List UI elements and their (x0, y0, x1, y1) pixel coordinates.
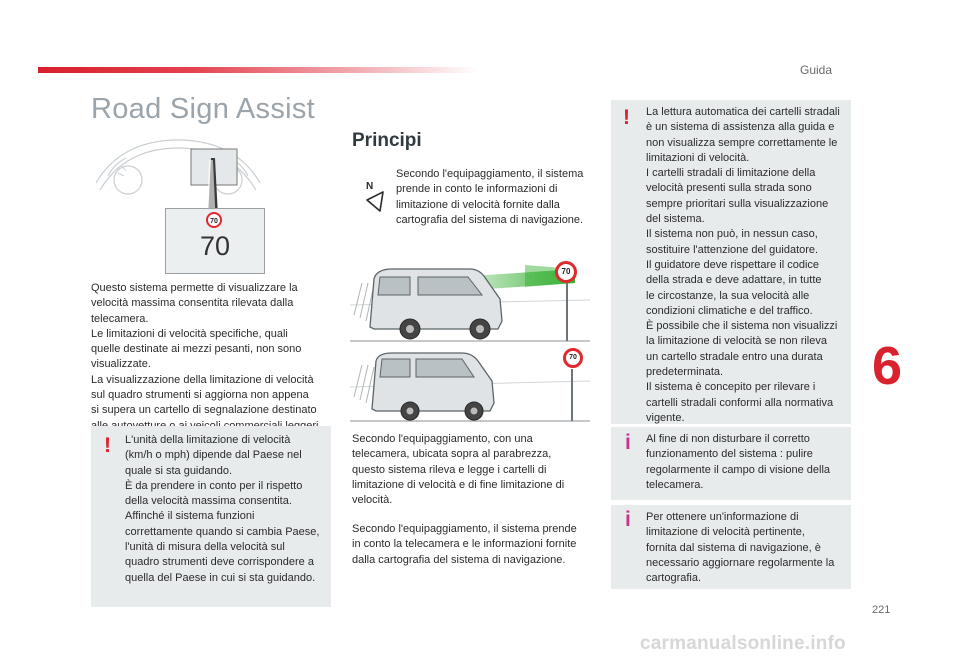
intro-paragraph: Questo sistema permette di visualizzare la velocità massima consentita rilevata dalla telecamera. Le limitazioni di velocità specifiche, quali quelle destinate ai mezzi pesanti, non sono visualizzate. La visualizzazione della limitazione di velocità sul quadro strumenti si aggiorna non appena si supera un cartello di segnalazione destinato (91, 282, 317, 417)
reading-warning-box (611, 100, 851, 424)
warning-icon: ! (104, 434, 111, 457)
speed-limit-value: 70 (199, 231, 231, 261)
cleaning-info-box (611, 427, 851, 500)
cleaning-info-text: Al fine di non disturbare il corretto funzionamento del sistema : pulire regolarmente il campo di visione della telecamera. (646, 433, 831, 491)
svg-text:N: N (366, 181, 374, 192)
reading-warning-text: La lettura automatica dei cartelli stradali è un sistema di assistenza alla guida e non visualizza sempre correttamente le limitazioni di velocità. I cartelli stradali di limitazione della velocità presenti sulla strada sono sempre prioritari sulla visualizzazione del sistema. Il sistema non può, in nessun caso, sostituire l'attenzione del guidatore. Il guidatore deve rispettare il codice della strada e deve adattare, in tutte le circostanze, la sua velocità alle condizioni climatiche e del traffico. È possibile che il sistema non visualizzi la limitazione di velocità se non rileva un cartello stradale entro una durata predeterminata. Il sistema è concepito per rilevare i cartelli stradali conformi alla normativa vigente. (646, 106, 840, 424)
section-label: Guida (800, 63, 833, 77)
camera-navigation-paragraph: Secondo l'equipaggiamento, il sistema prende in conto la telecamera e le informazioni fornite dalla cartografia del sistema di navigazione. (352, 523, 577, 566)
navigation-icon (364, 178, 386, 212)
unit-warning-text: L'unità della limitazione di velocità (km/h o mph) dipende dal Paese nel quale si sta guidando. È da prendere in conto per il rispetto della velocità massima consentita. Affinché il sistema funzioni correttamente quando si cambia Paese, l'unità di misura della velocità sul quadro strumenti deve corrispondere a quella del Paese in cui si sta guidando. (125, 434, 320, 584)
chapter-number: 6 (872, 336, 903, 396)
navigation-info-box (611, 505, 851, 589)
info-icon: i (625, 508, 631, 531)
page-title: Road Sign Assist (91, 93, 316, 125)
van-illustration-2 (350, 345, 590, 425)
navigation-paragraph: Secondo l'equipaggiamento, il sistema prende in conto le informazioni di limitazione di velocità fornite dalla cartografia del sistema di navigazione. (396, 168, 584, 226)
van-beam-illustration-1 (350, 255, 590, 343)
page-number: 221 (872, 604, 891, 616)
info-icon: i (625, 431, 631, 454)
navigation-info-text: Per ottenere un'informazione di limitazione di velocità pertinente, fornita dal sistema di navigazione, è necessario aggiornare regolarmente la cartografia. (646, 511, 835, 585)
speed-limit-sign-small: 70 (206, 212, 222, 228)
speed-limit-sign-road-1: 70 (555, 261, 577, 283)
principles-heading: Principi (352, 130, 422, 151)
speed-display-panel (165, 208, 265, 274)
footer-watermark: carmanualsonline.info (640, 633, 846, 654)
header-accent-bar (38, 67, 478, 73)
speed-limit-sign-road-2: 70 (563, 348, 583, 368)
unit-warning-box (91, 426, 331, 607)
warning-icon: ! (623, 106, 630, 129)
camera-paragraph: Secondo l'equipaggiamento, con una telecamera, ubicata sopra al parabrezza, questo sistema rileva e legge i cartelli di limitazione di velocità e di fine limitazione di velocità. (352, 433, 565, 507)
